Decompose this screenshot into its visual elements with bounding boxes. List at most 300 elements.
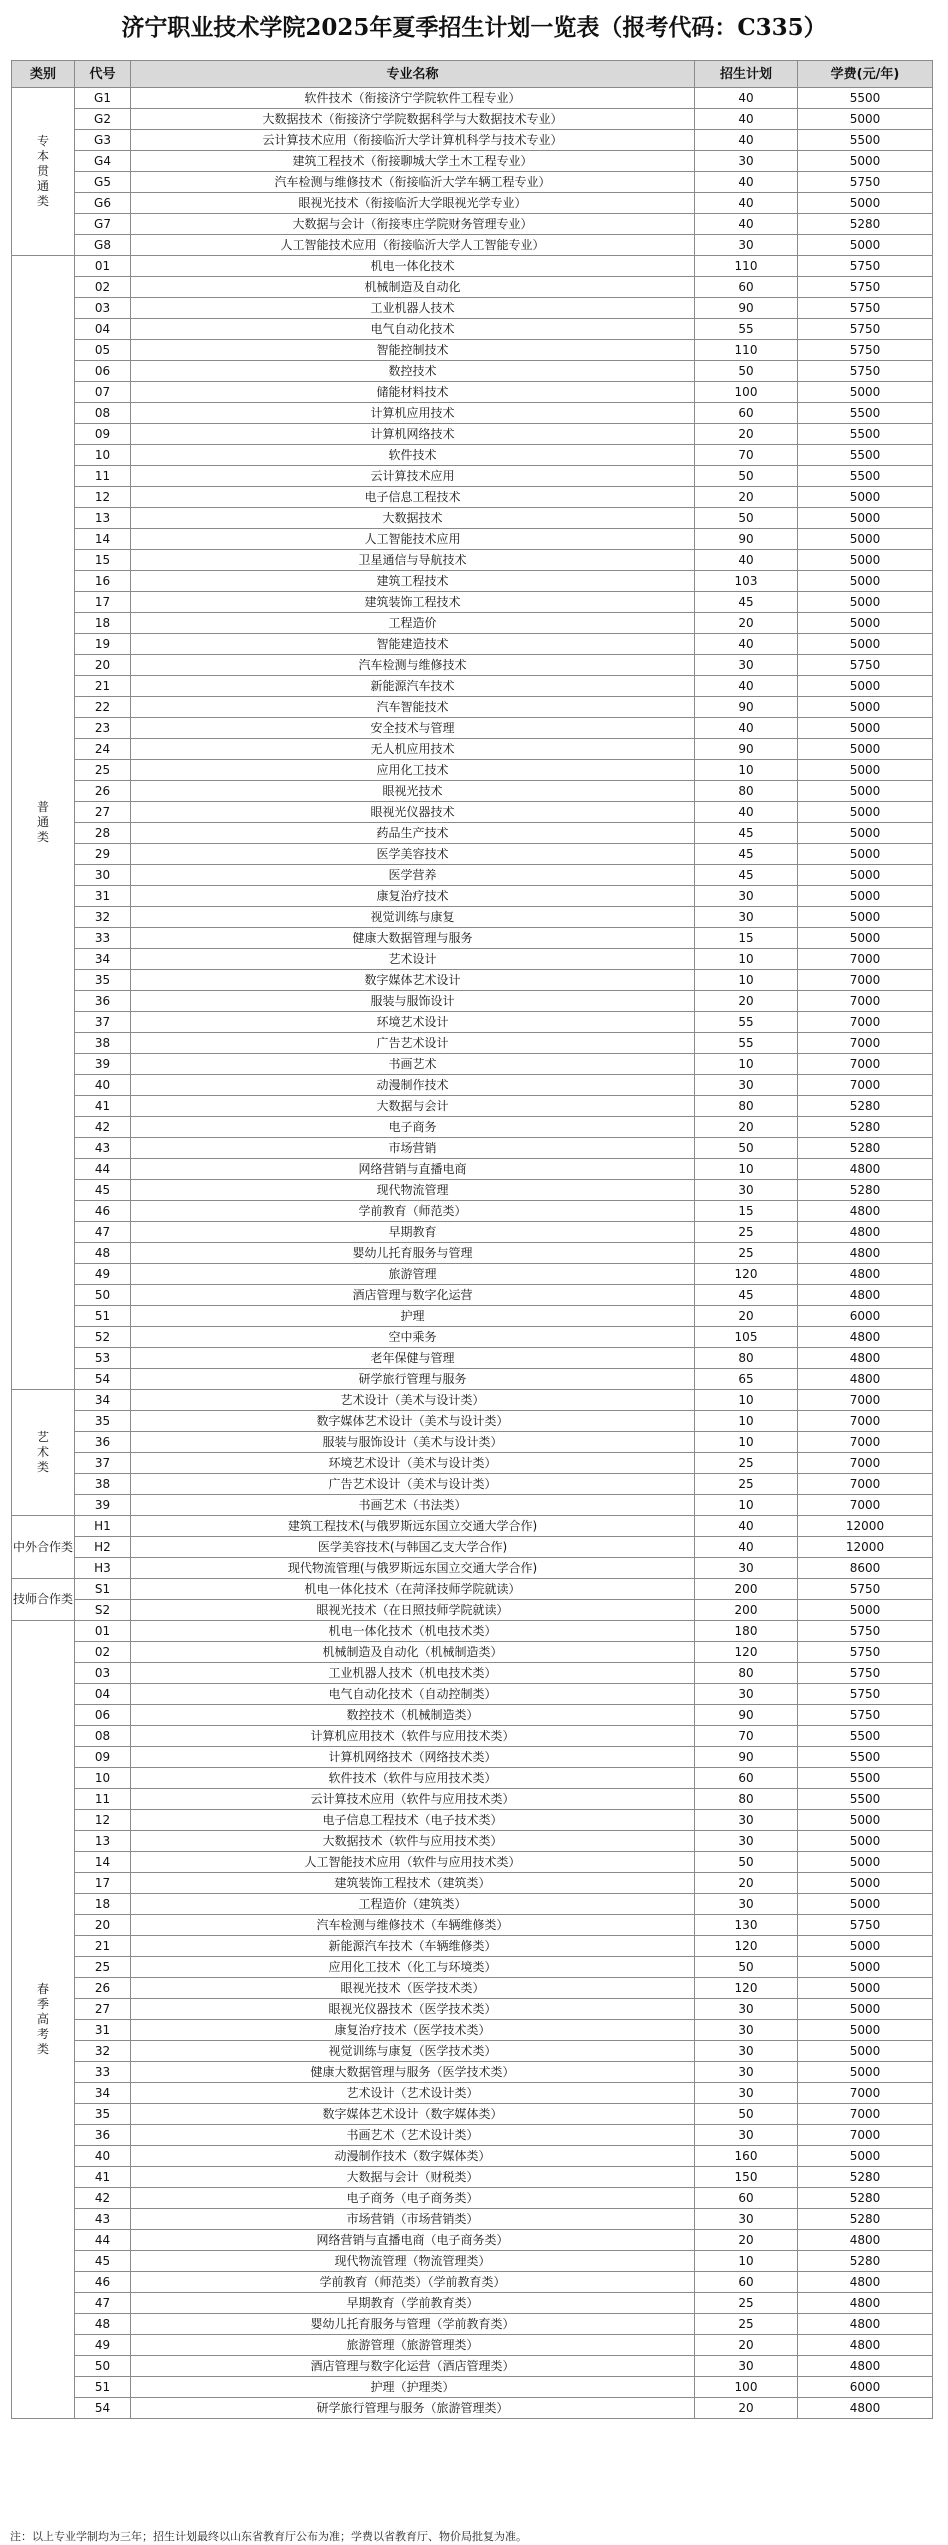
table-row (12, 550, 933, 571)
fee-cell: 5000 (798, 1999, 933, 2020)
table-row (12, 1768, 933, 1789)
fee-cell: 4800 (798, 2314, 933, 2335)
fee-cell: 5280 (798, 2209, 933, 2230)
fee-cell: 5500 (798, 1789, 933, 1810)
table-row (12, 760, 933, 781)
plan-cell: 40 (695, 718, 798, 739)
code-cell: 08 (75, 403, 131, 424)
major-cell: 云计算技术应用 (131, 466, 695, 487)
major-cell: 应用化工技术 (131, 760, 695, 781)
code-cell: 14 (75, 1852, 131, 1873)
fee-cell: 5280 (798, 2251, 933, 2272)
table-row (12, 235, 933, 256)
code-cell: 38 (75, 1474, 131, 1495)
major-cell: 大数据与会计 (131, 1096, 695, 1117)
major-cell: 计算机网络技术（网络技术类） (131, 1747, 695, 1768)
major-cell: 网络营销与直播电商（电子商务类） (131, 2230, 695, 2251)
plan-cell: 80 (695, 1789, 798, 1810)
code-cell: 34 (75, 2083, 131, 2104)
table-row (12, 1642, 933, 1663)
plan-cell: 40 (695, 1537, 798, 1558)
fee-cell: 7000 (798, 1390, 933, 1411)
major-cell: 电子信息工程技术 (131, 487, 695, 508)
code-cell: 18 (75, 613, 131, 634)
table-row (12, 1138, 933, 1159)
fee-cell: 5750 (798, 1915, 933, 1936)
code-cell: 12 (75, 1810, 131, 1831)
fee-cell: 5750 (798, 1705, 933, 1726)
plan-cell: 65 (695, 1369, 798, 1390)
table-row (12, 2335, 933, 2356)
major-cell: 应用化工技术（化工与环境类） (131, 1957, 695, 1978)
fee-cell: 5000 (798, 2146, 933, 2167)
fee-cell: 5500 (798, 130, 933, 151)
major-cell: 大数据技术（软件与应用技术类） (131, 1831, 695, 1852)
table-row (12, 1600, 933, 1621)
plan-cell: 30 (695, 2356, 798, 2377)
fee-cell: 5000 (798, 865, 933, 886)
plan-cell: 30 (695, 1075, 798, 1096)
code-cell: 06 (75, 1705, 131, 1726)
table-row (12, 1453, 933, 1474)
plan-cell: 40 (695, 634, 798, 655)
fee-cell: 5000 (798, 487, 933, 508)
table-row (12, 2083, 933, 2104)
major-cell: 储能材料技术 (131, 382, 695, 403)
code-cell: 18 (75, 1894, 131, 1915)
major-cell: 大数据与会计（衔接枣庄学院财务管理专业） (131, 214, 695, 235)
code-cell: G6 (75, 193, 131, 214)
code-cell: 41 (75, 1096, 131, 1117)
plan-cell: 80 (695, 1663, 798, 1684)
plan-cell: 30 (695, 2209, 798, 2230)
major-cell: 眼视光仪器技术（医学技术类） (131, 1999, 695, 2020)
fee-cell: 4800 (798, 2272, 933, 2293)
plan-cell: 20 (695, 1306, 798, 1327)
major-cell: 电子商务 (131, 1117, 695, 1138)
plan-cell: 20 (695, 2335, 798, 2356)
major-cell: 数字媒体艺术设计（美术与设计类） (131, 1411, 695, 1432)
table-row (12, 1621, 933, 1642)
code-cell: G8 (75, 235, 131, 256)
fee-cell: 5000 (798, 109, 933, 130)
table-row (12, 1747, 933, 1768)
code-cell: G1 (75, 88, 131, 109)
major-cell: 软件技术（软件与应用技术类） (131, 1768, 695, 1789)
code-cell: 43 (75, 2209, 131, 2230)
code-cell: 44 (75, 1159, 131, 1180)
major-cell: 现代物流管理 (131, 1180, 695, 1201)
fee-cell: 5000 (798, 571, 933, 592)
code-cell: 31 (75, 886, 131, 907)
plan-cell: 50 (695, 1852, 798, 1873)
enrollment-plan-table (11, 60, 933, 2419)
plan-cell: 45 (695, 592, 798, 613)
plan-cell: 120 (695, 1264, 798, 1285)
fee-cell: 7000 (798, 1033, 933, 1054)
major-cell: 环境艺术设计（美术与设计类） (131, 1453, 695, 1474)
plan-cell: 55 (695, 1033, 798, 1054)
fee-cell: 7000 (798, 1012, 933, 1033)
table-row (12, 151, 933, 172)
code-cell: 09 (75, 424, 131, 445)
table-row (12, 1369, 933, 1390)
fee-cell: 5500 (798, 1747, 933, 1768)
table-row (12, 844, 933, 865)
major-cell: 数控技术 (131, 361, 695, 382)
plan-cell: 120 (695, 1936, 798, 1957)
plan-cell: 15 (695, 928, 798, 949)
plan-cell: 10 (695, 760, 798, 781)
plan-cell: 10 (695, 1390, 798, 1411)
fee-cell: 5500 (798, 403, 933, 424)
major-cell: 眼视光技术（在日照技师学院就读） (131, 1600, 695, 1621)
fee-cell: 5750 (798, 319, 933, 340)
fee-cell: 5000 (798, 613, 933, 634)
table-row (12, 382, 933, 403)
code-cell: G2 (75, 109, 131, 130)
code-cell: 21 (75, 676, 131, 697)
major-cell: 广告艺术设计 (131, 1033, 695, 1054)
major-cell: 康复治疗技术 (131, 886, 695, 907)
table-row (12, 2230, 933, 2251)
category-cell: 技师合作类 (12, 1579, 75, 1621)
table-row (12, 1159, 933, 1180)
plan-cell: 25 (695, 1474, 798, 1495)
fee-cell: 5750 (798, 1663, 933, 1684)
code-cell: 54 (75, 1369, 131, 1390)
plan-cell: 45 (695, 844, 798, 865)
plan-cell: 100 (695, 2377, 798, 2398)
code-cell: 35 (75, 970, 131, 991)
major-cell: 医学美容技术 (131, 844, 695, 865)
code-cell: 42 (75, 1117, 131, 1138)
table-row (12, 1831, 933, 1852)
table-row (12, 214, 933, 235)
code-cell: 09 (75, 1747, 131, 1768)
fee-cell: 5000 (798, 634, 933, 655)
code-cell: 36 (75, 1432, 131, 1453)
table-row (12, 2167, 933, 2188)
table-row (12, 1243, 933, 1264)
major-cell: 汽车智能技术 (131, 697, 695, 718)
plan-cell: 10 (695, 1432, 798, 1453)
fee-cell: 4800 (798, 1348, 933, 1369)
fee-cell: 5750 (798, 172, 933, 193)
fee-cell: 7000 (798, 1432, 933, 1453)
code-cell: G3 (75, 130, 131, 151)
major-cell: 汽车检测与维修技术（衔接临沂大学车辆工程专业） (131, 172, 695, 193)
fee-cell: 4800 (798, 1243, 933, 1264)
plan-cell: 60 (695, 2272, 798, 2293)
plan-cell: 25 (695, 1453, 798, 1474)
code-cell: 33 (75, 2062, 131, 2083)
fee-cell: 4800 (798, 1222, 933, 1243)
code-cell: 52 (75, 1327, 131, 1348)
plan-cell: 150 (695, 2167, 798, 2188)
table-row (12, 1222, 933, 1243)
table-row (12, 1999, 933, 2020)
code-cell: 26 (75, 781, 131, 802)
code-cell: 04 (75, 1684, 131, 1705)
major-cell: 艺术设计（艺术设计类） (131, 2083, 695, 2104)
fee-cell: 5000 (798, 802, 933, 823)
code-cell: G5 (75, 172, 131, 193)
major-cell: 动漫制作技术 (131, 1075, 695, 1096)
major-cell: 汽车检测与维修技术 (131, 655, 695, 676)
fee-cell: 4800 (798, 1159, 933, 1180)
plan-cell: 40 (695, 109, 798, 130)
table-row (12, 1537, 933, 1558)
plan-cell: 10 (695, 1054, 798, 1075)
major-cell: 学前教育（师范类）（学前教育类） (131, 2272, 695, 2293)
fee-cell: 5280 (798, 1180, 933, 1201)
code-cell: 26 (75, 1978, 131, 1999)
code-cell: 34 (75, 949, 131, 970)
fee-cell: 5280 (798, 2167, 933, 2188)
code-cell: 24 (75, 739, 131, 760)
fee-cell: 5000 (798, 781, 933, 802)
table-row (12, 1978, 933, 1999)
fee-cell: 7000 (798, 1054, 933, 1075)
code-cell: 44 (75, 2230, 131, 2251)
table-row (12, 802, 933, 823)
major-cell: 电子商务（电子商务类） (131, 2188, 695, 2209)
fee-cell: 4800 (798, 2293, 933, 2314)
table-row (12, 319, 933, 340)
fee-cell: 5280 (798, 214, 933, 235)
table-row (12, 109, 933, 130)
major-cell: 旅游管理 (131, 1264, 695, 1285)
code-cell: 27 (75, 802, 131, 823)
code-cell: 14 (75, 529, 131, 550)
table-row (12, 2209, 933, 2230)
table-row (12, 1117, 933, 1138)
fee-cell: 5000 (798, 1810, 933, 1831)
code-cell: 47 (75, 1222, 131, 1243)
fee-cell: 5000 (798, 2020, 933, 2041)
plan-cell: 30 (695, 2062, 798, 2083)
table-row (12, 2146, 933, 2167)
fee-cell: 7000 (798, 1453, 933, 1474)
plan-cell: 30 (695, 2125, 798, 2146)
table-row (12, 2125, 933, 2146)
plan-cell: 45 (695, 1285, 798, 1306)
table-row (12, 592, 933, 613)
category-cell: 中外合作类 (12, 1516, 75, 1579)
table-row (12, 508, 933, 529)
plan-cell: 90 (695, 529, 798, 550)
fee-cell: 5750 (798, 1684, 933, 1705)
plan-cell: 30 (695, 1831, 798, 1852)
major-cell: 婴幼儿托育服务与管理 (131, 1243, 695, 1264)
table-row (12, 298, 933, 319)
plan-cell: 20 (695, 424, 798, 445)
code-cell: 35 (75, 2104, 131, 2125)
table-row (12, 2041, 933, 2062)
header-major: 专业名称 (131, 61, 695, 88)
code-cell: 08 (75, 1726, 131, 1747)
code-cell: S1 (75, 1579, 131, 1600)
plan-cell: 60 (695, 403, 798, 424)
major-cell: 智能建造技术 (131, 634, 695, 655)
header-plan: 招生计划 (695, 61, 798, 88)
plan-cell: 30 (695, 2020, 798, 2041)
table-row (12, 970, 933, 991)
code-cell: 40 (75, 2146, 131, 2167)
table-row (12, 634, 933, 655)
code-cell: 06 (75, 361, 131, 382)
plan-cell: 80 (695, 1096, 798, 1117)
major-cell: 数字媒体艺术设计（数字媒体类） (131, 2104, 695, 2125)
code-cell: 30 (75, 865, 131, 886)
table-row (12, 1852, 933, 1873)
major-cell: 眼视光仪器技术 (131, 802, 695, 823)
table-row (12, 1789, 933, 1810)
table-row (12, 256, 933, 277)
fee-cell: 5500 (798, 1726, 933, 1747)
major-cell: 现代物流管理（物流管理类） (131, 2251, 695, 2272)
code-cell: 46 (75, 2272, 131, 2293)
major-cell: 汽车检测与维修技术（车辆维修类） (131, 1915, 695, 1936)
code-cell: 12 (75, 487, 131, 508)
code-cell: 25 (75, 760, 131, 781)
major-cell: 视觉训练与康复 (131, 907, 695, 928)
table-row (12, 2272, 933, 2293)
major-cell: 动漫制作技术（数字媒体类） (131, 2146, 695, 2167)
plan-cell: 25 (695, 2314, 798, 2335)
table-row (12, 1495, 933, 1516)
plan-cell: 25 (695, 2293, 798, 2314)
plan-cell: 40 (695, 130, 798, 151)
fee-cell: 5750 (798, 298, 933, 319)
table-row (12, 2020, 933, 2041)
code-cell: 10 (75, 1768, 131, 1789)
major-cell: 无人机应用技术 (131, 739, 695, 760)
table-row (12, 193, 933, 214)
table-row (12, 172, 933, 193)
code-cell: 40 (75, 1075, 131, 1096)
code-cell: 32 (75, 2041, 131, 2062)
fee-cell: 5000 (798, 592, 933, 613)
table-row (12, 2356, 933, 2377)
plan-cell: 130 (695, 1915, 798, 1936)
table-row (12, 88, 933, 109)
table-row (12, 2314, 933, 2335)
major-cell: 工程造价（建筑类） (131, 1894, 695, 1915)
plan-cell: 10 (695, 1159, 798, 1180)
major-cell: 机电一体化技术（在菏泽技师学院就读） (131, 1579, 695, 1600)
plan-cell: 10 (695, 970, 798, 991)
major-cell: 计算机网络技术 (131, 424, 695, 445)
major-cell: 研学旅行管理与服务 (131, 1369, 695, 1390)
category-cell: 专 本 贯 通 类 (12, 88, 75, 256)
table-row (12, 697, 933, 718)
code-cell: 15 (75, 550, 131, 571)
fee-cell: 5750 (798, 277, 933, 298)
fee-cell: 5000 (798, 550, 933, 571)
table-row (12, 907, 933, 928)
fee-cell: 7000 (798, 949, 933, 970)
fee-cell: 12000 (798, 1516, 933, 1537)
plan-cell: 90 (695, 697, 798, 718)
plan-cell: 40 (695, 88, 798, 109)
code-cell: H2 (75, 1537, 131, 1558)
fee-cell: 5500 (798, 445, 933, 466)
major-cell: 新能源汽车技术（车辆维修类） (131, 1936, 695, 1957)
table-row (12, 1516, 933, 1537)
major-cell: 软件技术（衔接济宁学院软件工程专业） (131, 88, 695, 109)
fee-cell: 5000 (798, 676, 933, 697)
plan-cell: 20 (695, 1873, 798, 1894)
plan-cell: 103 (695, 571, 798, 592)
code-cell: 29 (75, 844, 131, 865)
fee-cell: 4800 (798, 2398, 933, 2419)
code-cell: 20 (75, 1915, 131, 1936)
table-row (12, 361, 933, 382)
major-cell: 空中乘务 (131, 1327, 695, 1348)
table-row (12, 1558, 933, 1579)
table-row (12, 1054, 933, 1075)
plan-cell: 60 (695, 277, 798, 298)
fee-cell: 6000 (798, 2377, 933, 2398)
code-cell: 36 (75, 991, 131, 1012)
table-row (12, 1663, 933, 1684)
code-cell: 43 (75, 1138, 131, 1159)
code-cell: 19 (75, 634, 131, 655)
plan-cell: 110 (695, 256, 798, 277)
fee-cell: 7000 (798, 2083, 933, 2104)
major-cell: 建筑工程技术(与俄罗斯远东国立交通大学合作) (131, 1516, 695, 1537)
major-cell: 市场营销（市场营销类） (131, 2209, 695, 2230)
major-cell: 卫星通信与导航技术 (131, 550, 695, 571)
code-cell: 25 (75, 1957, 131, 1978)
major-cell: 数字媒体艺术设计 (131, 970, 695, 991)
fee-cell: 7000 (798, 1495, 933, 1516)
major-cell: 早期教育 (131, 1222, 695, 1243)
major-cell: 大数据与会计（财税类） (131, 2167, 695, 2188)
fee-cell: 4800 (798, 2356, 933, 2377)
major-cell: 智能控制技术 (131, 340, 695, 361)
table-row (12, 1327, 933, 1348)
code-cell: 01 (75, 256, 131, 277)
major-cell: 电气自动化技术 (131, 319, 695, 340)
plan-cell: 25 (695, 1222, 798, 1243)
code-cell: 34 (75, 1390, 131, 1411)
code-cell: 49 (75, 2335, 131, 2356)
code-cell: H1 (75, 1516, 131, 1537)
table-row (12, 676, 933, 697)
code-cell: 37 (75, 1453, 131, 1474)
code-cell: 35 (75, 1411, 131, 1432)
major-cell: 机电一体化技术 (131, 256, 695, 277)
plan-cell: 30 (695, 907, 798, 928)
table-row (12, 739, 933, 760)
major-cell: 工程造价 (131, 613, 695, 634)
code-cell: 02 (75, 277, 131, 298)
table-row (12, 2293, 933, 2314)
table-row (12, 2398, 933, 2419)
fee-cell: 5280 (798, 1117, 933, 1138)
fee-cell: 7000 (798, 991, 933, 1012)
fee-cell: 5000 (798, 2062, 933, 2083)
table-row (12, 1264, 933, 1285)
table-row (12, 529, 933, 550)
plan-cell: 15 (695, 1201, 798, 1222)
major-cell: 计算机应用技术 (131, 403, 695, 424)
major-cell: 艺术设计（美术与设计类） (131, 1390, 695, 1411)
table-row (12, 2377, 933, 2398)
